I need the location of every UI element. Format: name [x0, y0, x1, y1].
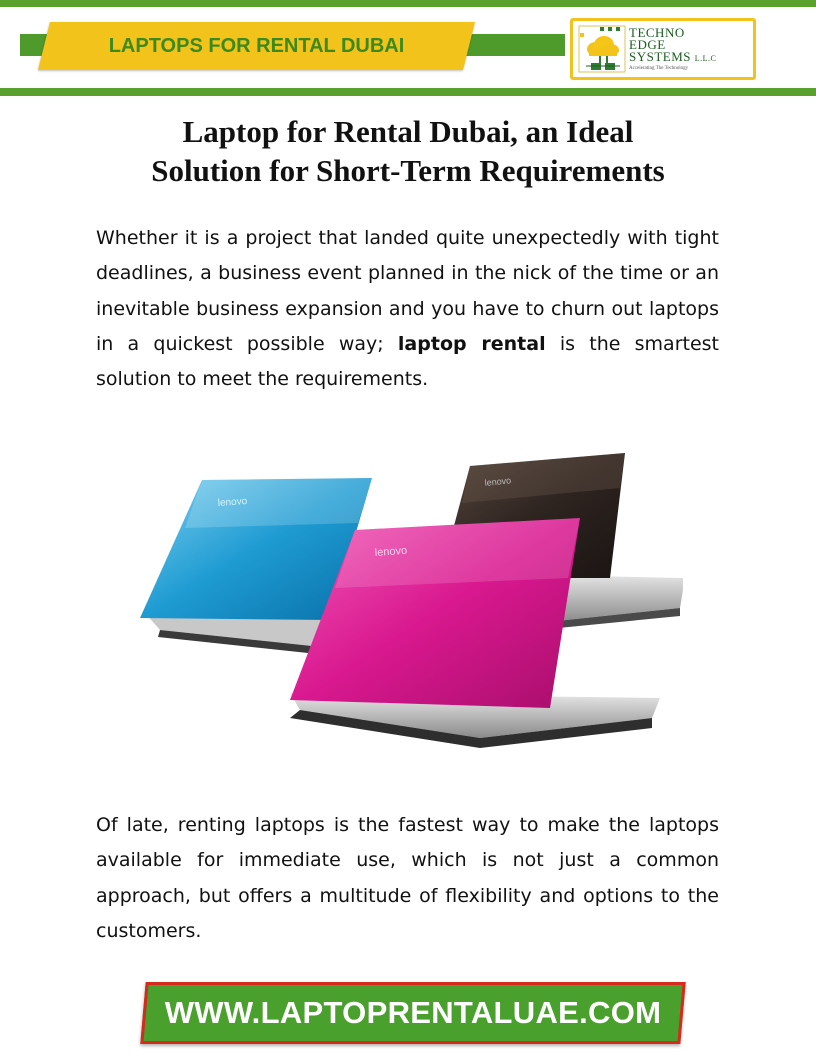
laptops-illustration: [140, 448, 683, 764]
logo-line-3-text: SYSTEMS: [629, 49, 692, 64]
logo-line-1: TECHNO: [629, 25, 685, 40]
title-line-2: Solution for Short-Term Requirements: [151, 153, 665, 188]
top-green-rule: [0, 0, 816, 7]
laptops-photo: [140, 448, 683, 764]
logo-suffix: L.L.C: [694, 54, 717, 63]
second-paragraph: Of late, renting laptops is the fastest way to make the laptops available for immediate use, which is not just a common approach, but offers a multitude of flexibility and options to the customers.: [96, 814, 719, 942]
website-link[interactable]: WWW.LAPTOPRENTALUAE.COM: [164, 995, 662, 1030]
intro-text-start: Whether it is a project that landed quite unexpectedly with tight deadlines, a business event planned in the nick of the time or an inevitable business expansion and you have to churn out laptops in a quickest possible way;: [96, 227, 719, 355]
page-title: [60, 112, 756, 190]
logo-tagline: Accelerating The Technology: [629, 66, 689, 71]
intro-text-end: is the smartest solution to meet the requirements.: [96, 332, 719, 391]
logo-line-3: [629, 51, 716, 65]
brown-laptop-logo: lenovo: [484, 475, 512, 488]
title-line-1: Laptop for Rental Dubai, an Ideal: [182, 114, 634, 149]
pink-laptop-logo: lenovo: [374, 544, 408, 559]
logo-wordmark: [629, 27, 716, 73]
logo-line-2: EDGE: [629, 37, 666, 52]
company-logo[interactable]: [570, 18, 756, 80]
cloud-computer-icon: [578, 25, 626, 73]
header-bottom-rule: [0, 88, 816, 96]
intro-paragraph: [96, 221, 719, 397]
blue-laptop-logo: lenovo: [217, 495, 248, 509]
laptop-rental-keyword: laptop rental: [397, 332, 546, 355]
header-banner-label: LAPTOPS FOR RENTAL DUBAI: [108, 34, 405, 57]
